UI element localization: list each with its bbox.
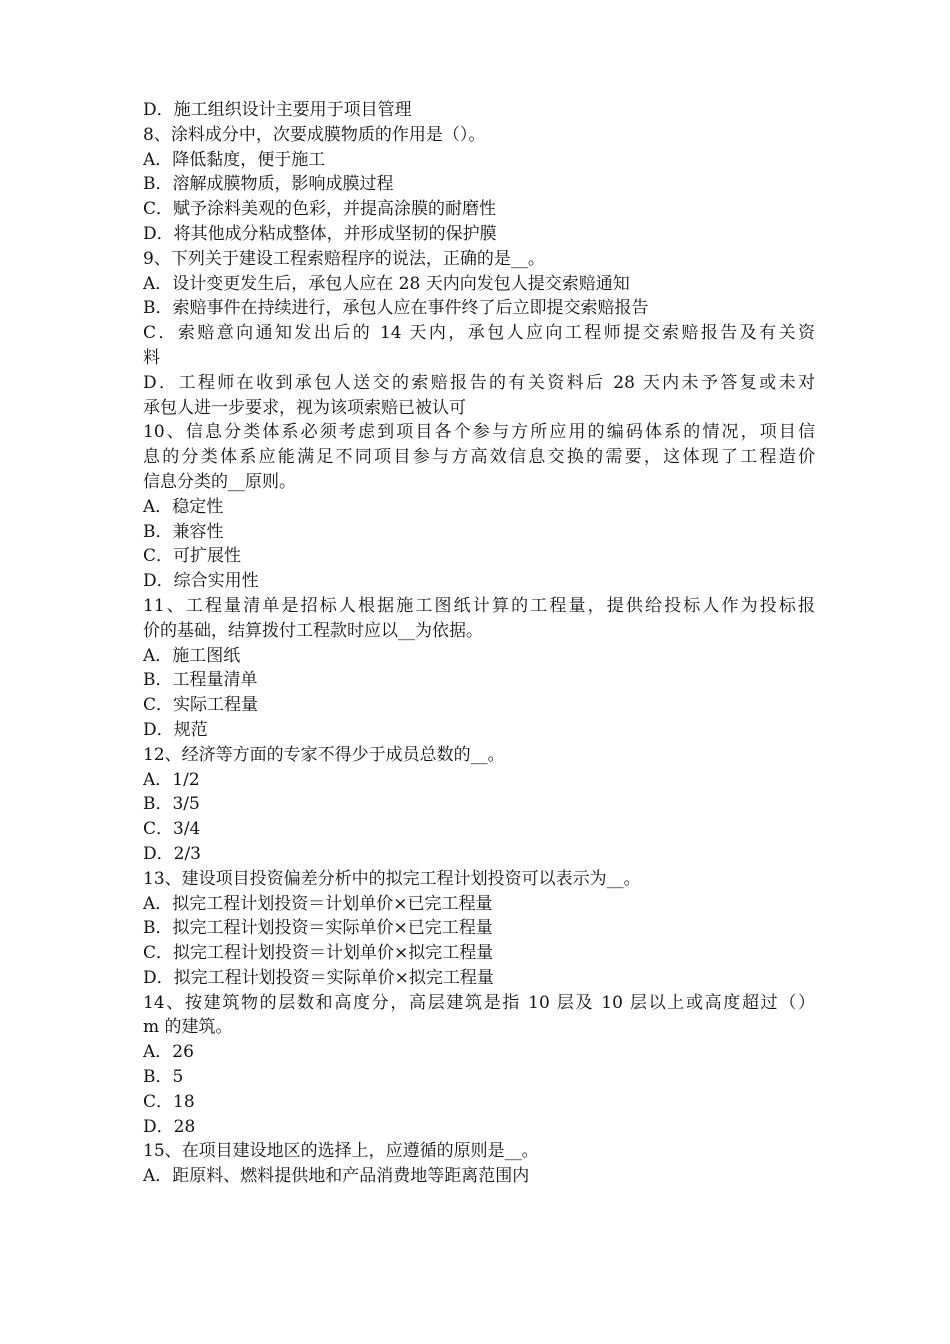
text-line: 10、信息分类体系必须考虑到项目各个参与方所应用的编码体系的情况，项目信: [143, 422, 815, 443]
text-line: 14、按建筑物的层数和高度分，高层建筑是指 10 层及 10 层以上或高度超过（）: [143, 992, 815, 1013]
text-line: A．距原料、燃料提供地和产品消费地等距离范围内: [143, 1166, 530, 1187]
text-line: C．赋予涂料美观的色彩，并提高涂膜的耐磨性: [143, 199, 497, 220]
text-line: D．将其他成分粘成整体，并形成坚韧的保护膜: [143, 223, 497, 244]
text-line: B．工程量清单: [143, 670, 258, 691]
text-line: 价的基础，结算拨付工程款时应以__为依据。: [143, 620, 483, 641]
text-line: A．施工图纸: [143, 645, 241, 666]
text-line: D．28: [143, 1116, 196, 1137]
text-line: 12、经济等方面的专家不得少于成员总数的__。: [143, 744, 505, 765]
text-line: C．实际工程量: [143, 695, 259, 716]
text-line: 信息分类的__原则。: [143, 471, 296, 492]
document-body: [143, 98, 815, 1189]
text-line: C．18: [143, 1091, 195, 1112]
text-line: C．索赔意向通知发出后的 14 天内，承包人应向工程师提交索赔报告及有关资: [143, 323, 815, 344]
text-line: B．3/5: [143, 794, 200, 815]
text-line: C．可扩展性: [143, 546, 242, 567]
text-line: 8、涂料成分中，次要成膜物质的作用是（）。: [143, 124, 486, 145]
text-line: 料: [143, 347, 160, 368]
text-line: B．索赔事件在持续进行，承包人应在事件终了后立即提交索赔报告: [143, 298, 649, 319]
text-line: D．施工组织设计主要用于项目管理: [143, 100, 412, 120]
text-line: A．拟完工程计划投资＝计划单价×已完工程量: [143, 893, 493, 914]
text-line: A．设计变更发生后，承包人应在 28 天内向发包人提交索赔通知: [143, 273, 630, 294]
text-line: m 的建筑。: [143, 1017, 233, 1038]
text-line: 息的分类体系应能满足不同项目参与方高效信息交换的需要，这体现了工程造价: [143, 447, 815, 468]
text-line: A．降低黏度，便于施工: [143, 149, 326, 170]
text-line: D．2/3: [143, 843, 201, 864]
text-line: D．综合实用性: [143, 571, 259, 592]
text-line: C．3/4: [143, 819, 201, 840]
text-line: D．拟完工程计划投资＝实际单价×拟完工程量: [143, 967, 494, 988]
text-line: B．拟完工程计划投资＝实际单价×已完工程量: [143, 918, 493, 939]
text-line: D．规范: [143, 719, 208, 740]
text-line: A．1/2: [143, 769, 200, 790]
text-line: C．拟完工程计划投资＝计划单价×拟完工程量: [143, 943, 494, 964]
text-line: B．5: [143, 1067, 184, 1088]
text-line: D．工程师在收到承包人送交的索赔报告的有关资料后 28 天内未予答复或未对: [143, 372, 815, 393]
text-line: B．溶解成膜物质，影响成膜过程: [143, 174, 394, 195]
text-line: 承包人进一步要求，视为该项索赔已被认可: [143, 397, 466, 418]
text-line: A．26: [143, 1042, 194, 1063]
text-line: 9、下列关于建设工程索赔程序的说法，正确的是__。: [143, 248, 545, 269]
text-line: 13、建设项目投资偏差分析中的拟完工程计划投资可以表示为__。: [143, 868, 641, 889]
text-line: A．稳定性: [143, 496, 224, 517]
text-line: B．兼容性: [143, 521, 224, 542]
text-line: 15、在项目建设地区的选择上，应遵循的原则是__。: [143, 1141, 539, 1162]
text-line: 11、工程量清单是招标人根据施工图纸计算的工程量，提供给投标人作为投标报: [143, 595, 815, 616]
